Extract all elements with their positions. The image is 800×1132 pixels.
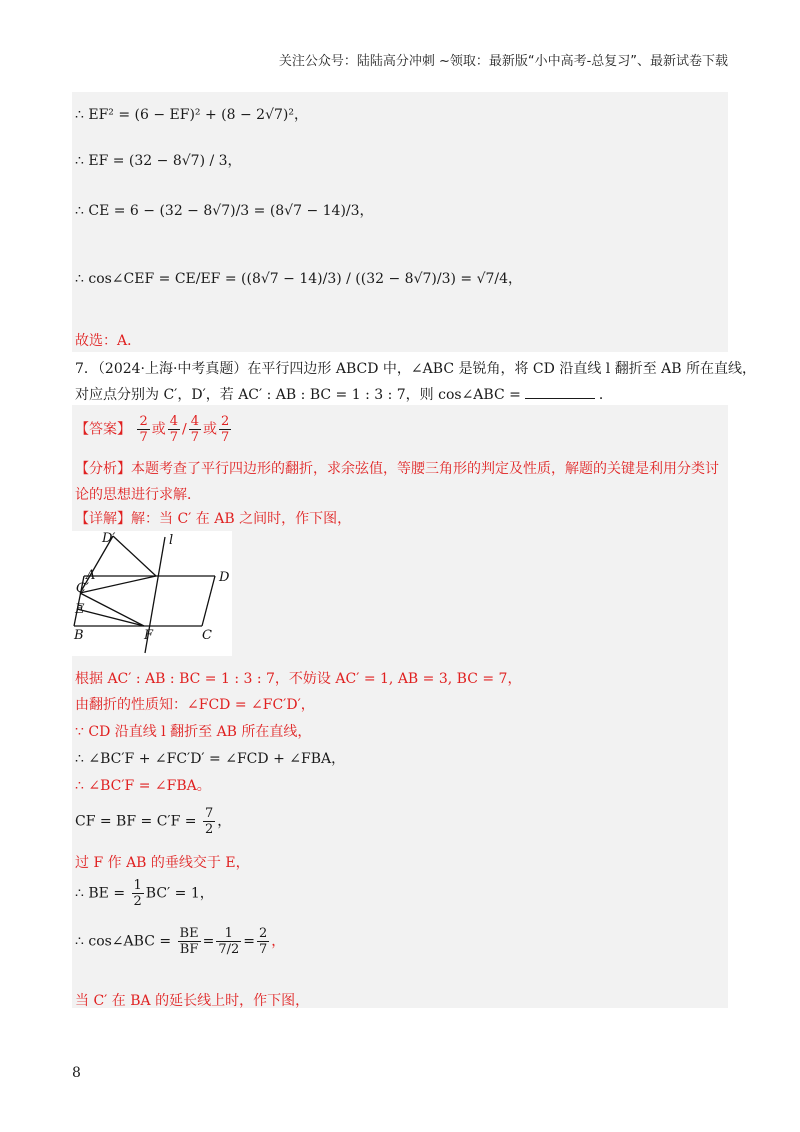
answer-blank (525, 398, 595, 399)
solution-block-prev (72, 92, 728, 352)
eq-ce: ∴ CE = 6 − (32 − 8√7)/3 = (8√7 − 14)/3， (75, 203, 374, 219)
answer-label: 【答案】 (75, 421, 131, 438)
answer-fraction-4: $\frac{2}{7}$ (221, 414, 230, 445)
answer-fraction-3: $\frac{4}{7}$ (190, 414, 200, 445)
detail-line-1: 【详解】解：当 C′ 在 AB 之间时，作下图， (75, 511, 352, 527)
solution-step-10: 当 C′ 在 BA 的延长线上时，作下图， (75, 993, 310, 1009)
label-d-prime: D′ (102, 531, 116, 546)
fraction-seven-halves: $\frac{7}{2}$ (204, 806, 214, 837)
geometry-figure (72, 531, 232, 656)
solution-step-5: ∴ ∠BC′F = ∠FBA。 (75, 778, 211, 794)
solution-step-7: 过 F 作 AB 的垂线交于 E， (75, 855, 250, 871)
label-c: C (202, 628, 212, 643)
answer-line: 【答案】 $\frac{2}{7}$ 或 $\frac{4}{7}$ / $\frac{4}{7}$ 或 $\frac{2}{7}$ (75, 414, 230, 445)
question-text: 对应点分别为 C′，D′，若 AC′ : AB : BC = 1 : 3 : 7，则 cos∠ABC = (75, 387, 521, 403)
analysis-line-1: 【分析】本题考查了平行四边形的翻折，求余弦值，等腰三角形的判定及性质，解题的关键是利用分类讨 (75, 461, 719, 477)
label-f: F (144, 628, 154, 643)
label-c-prime: C′ (76, 581, 89, 596)
page-number: 8 (72, 1065, 81, 1081)
question-line-1: 7．（2024·上海·中考真题）在平行四边形 ABCD 中，∠ABC 是锐角，将 CD 沿直线 l 翻折至 AB 所在直线， (75, 361, 756, 377)
label-b: B (74, 628, 84, 643)
segment-d1-fold (113, 536, 156, 576)
label-a: A (86, 568, 96, 583)
solution-step-8: ∴ BE = $\frac{1}{2}$ BC′ = 1， (75, 878, 214, 909)
solution-step-6: CF = BF = C′F = $\frac{7}{2}$ ， (75, 806, 232, 837)
fraction-one-over-seven-halves: $\frac{1}{7/2}$ (218, 926, 240, 957)
question-end: ． (598, 387, 613, 403)
solution-step-3: ∵ CD 沿直线 l 翻折至 AB 所在直线， (75, 724, 312, 740)
fraction-be-bf: $\frac{BE}{BF}$ (179, 926, 199, 957)
fraction-half: $\frac{1}{2}$ (133, 878, 142, 909)
answer-fraction-1: $\frac{2}{7}$ (139, 414, 148, 445)
eq-cos-cef: ∴ cos∠CEF = CE/EF = ((8√7 − 14)/3) / ((32 − 8√7)/3) = √7/4， (75, 271, 523, 287)
question-line-2 (75, 384, 613, 404)
eq-ef-squared: ∴ EF² = (6 − EF)² + (8 − 2√7)²， (75, 107, 308, 123)
segment-c1-f (80, 593, 144, 626)
fraction-two-sevenths: $\frac{2}{7}$ (258, 926, 268, 957)
choose-answer: 故选：A． (75, 333, 142, 349)
eq-ef: ∴ EF = (32 − 8√7) / 3， (75, 153, 242, 169)
page-header: 关注公众号：陆陆高分冲刺 ~领取：最新版“小中高考-总复习”、最新试卷下载 (278, 54, 728, 69)
label-l: l (169, 533, 174, 548)
solution-step-2: 由翻折的性质知：∠FCD = ∠FC′D′， (75, 697, 315, 713)
edge-cd (202, 576, 215, 626)
label-e: E (75, 602, 85, 617)
label-d: D (219, 570, 230, 585)
segment-e-f (77, 609, 144, 626)
solution-step-1: 根据 AC′ : AB : BC = 1 : 3 : 7，不妨设 AC′ = 1, AB = 3, BC = 7， (75, 671, 522, 687)
analysis-line-2: 论的思想进行求解． (75, 487, 201, 503)
solution-step-9: ∴ cos∠ABC = $\frac{BE}{BF}$ = $\frac{1}{7/2}$ = $\frac{2}{7}$ ， (75, 926, 286, 957)
answer-fraction-2: $\frac{4}{7}$ (169, 414, 179, 445)
solution-step-4: ∴ ∠BC′F + ∠FC′D′ = ∠FCD + ∠FBA， (75, 751, 346, 767)
